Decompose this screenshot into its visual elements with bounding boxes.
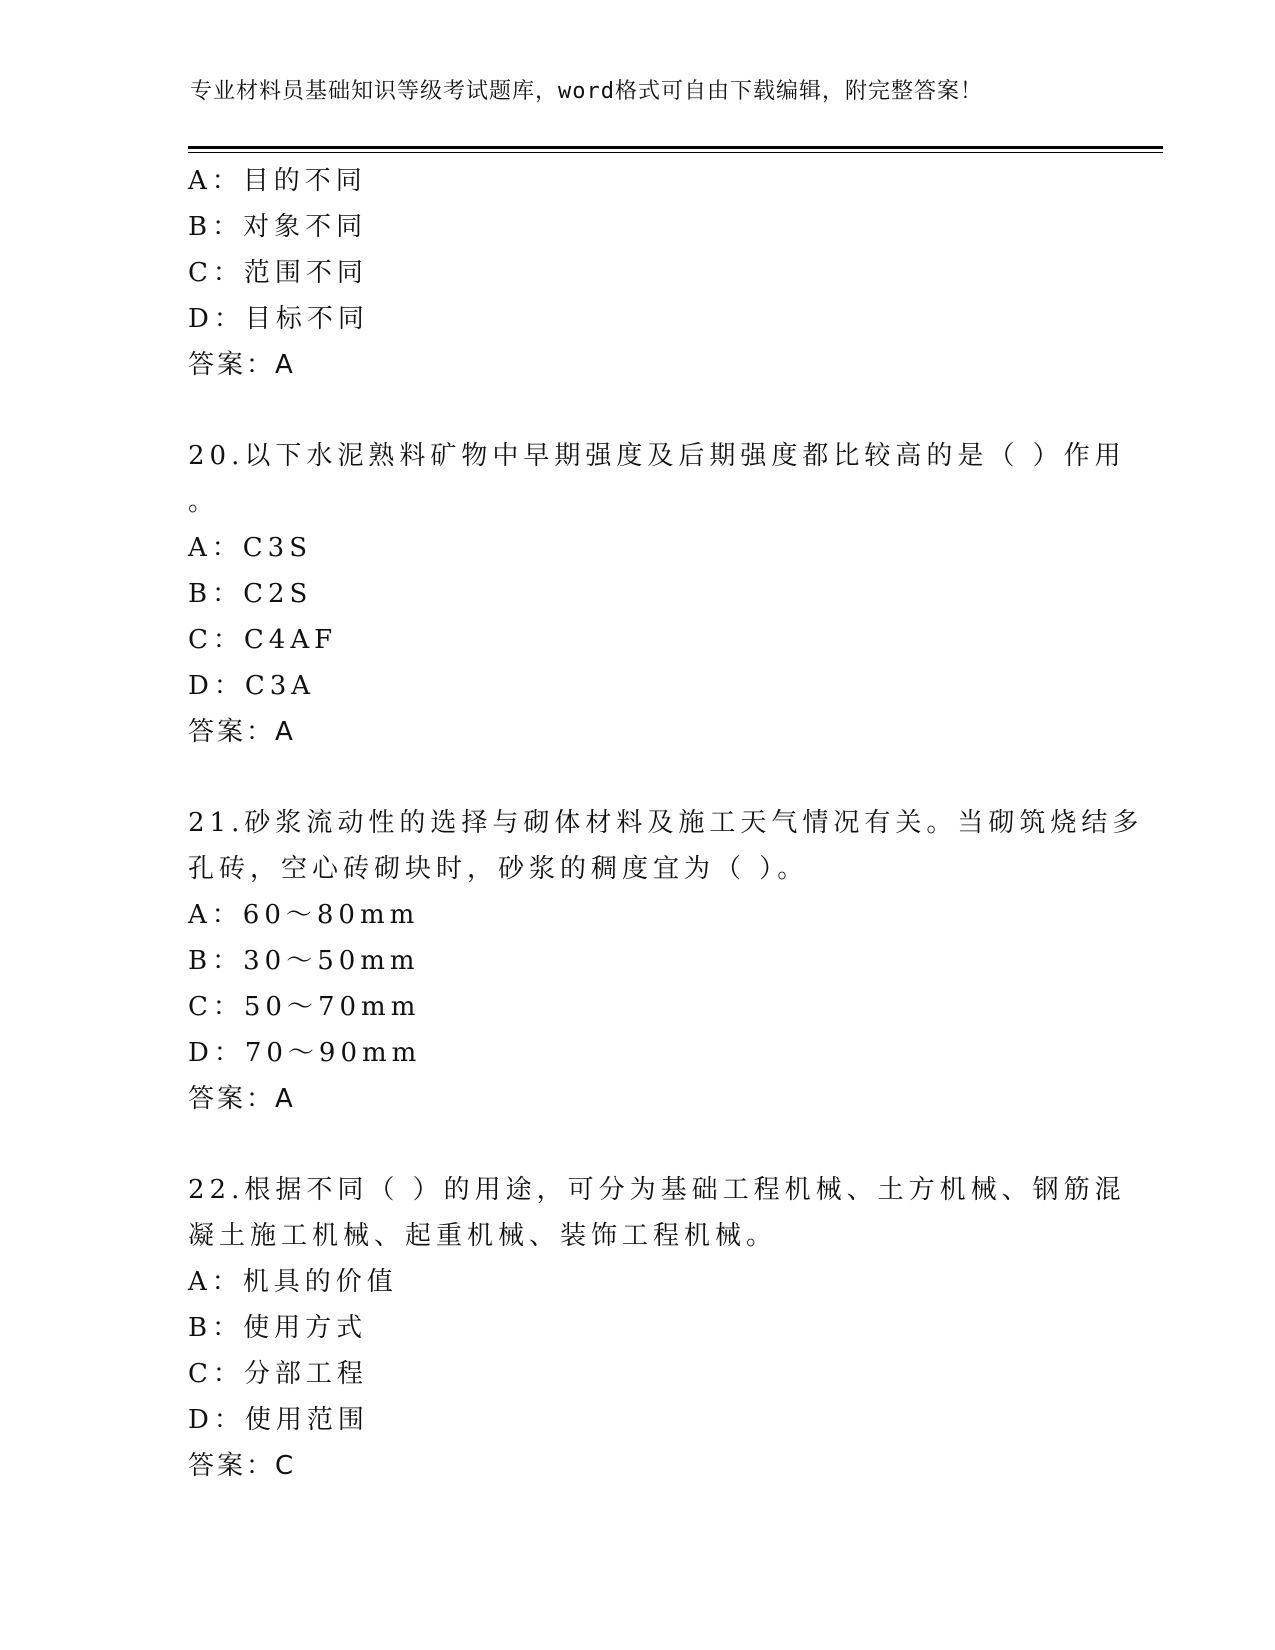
option-a: A：机具的价值 <box>188 1267 398 1297</box>
option-b: B：对象不同 <box>188 212 368 242</box>
answer: 答案：A <box>188 717 296 747</box>
answer: 答案：C <box>188 1451 297 1481</box>
header-rule-thick <box>188 146 1163 149</box>
option-a: A：目的不同 <box>188 166 367 196</box>
option-b: B：30～50mm <box>188 946 420 976</box>
question-stem-cont: 。 <box>188 487 220 517</box>
question-21 <box>188 800 1144 1122</box>
option-d: D：使用范围 <box>188 1405 369 1435</box>
option-d: D：70～90mm <box>188 1038 422 1068</box>
option-b: B：使用方式 <box>188 1313 368 1343</box>
question-stem: 22.根据不同（ ）的用途，可分为基础工程机械、土方机械、钢筋混 <box>188 1175 1126 1205</box>
answer: 答案：A <box>188 1084 296 1114</box>
option-c: C：50～70mm <box>188 992 421 1022</box>
question-stem-cont: 凝土施工机械、起重机械、装饰工程机械。 <box>188 1221 778 1251</box>
option-c: C：C4AF <box>188 625 338 655</box>
option-c: C：范围不同 <box>188 258 368 288</box>
option-a: A：60～80mm <box>188 900 420 930</box>
option-d: D：C3A <box>188 671 316 701</box>
answer: 答案：A <box>188 350 296 380</box>
question-stem: 21.砂浆流动性的选择与砌体材料及施工天气情况有关。当砌筑烧结多 <box>188 808 1144 838</box>
option-a: A：C3S <box>188 533 313 563</box>
question-20 <box>188 433 1126 755</box>
header-rule-thin <box>188 152 1163 153</box>
question-stem: 20.以下水泥熟料矿物中早期强度及后期强度都比较高的是（ ）作用 <box>188 441 1126 471</box>
question-stem-cont: 孔砖，空心砖砌块时，砂浆的稠度宜为（ ）。 <box>188 854 809 884</box>
option-b: B：C2S <box>188 579 313 609</box>
question-list <box>188 158 1144 1489</box>
question-22 <box>188 1167 1126 1489</box>
question-19 <box>188 158 1088 388</box>
option-d: D：目标不同 <box>188 304 369 334</box>
page-header: 专业材料员基础知识等级考试题库，word格式可自由下载编辑，附完整答案！ <box>190 79 983 104</box>
option-c: C：分部工程 <box>188 1359 368 1389</box>
